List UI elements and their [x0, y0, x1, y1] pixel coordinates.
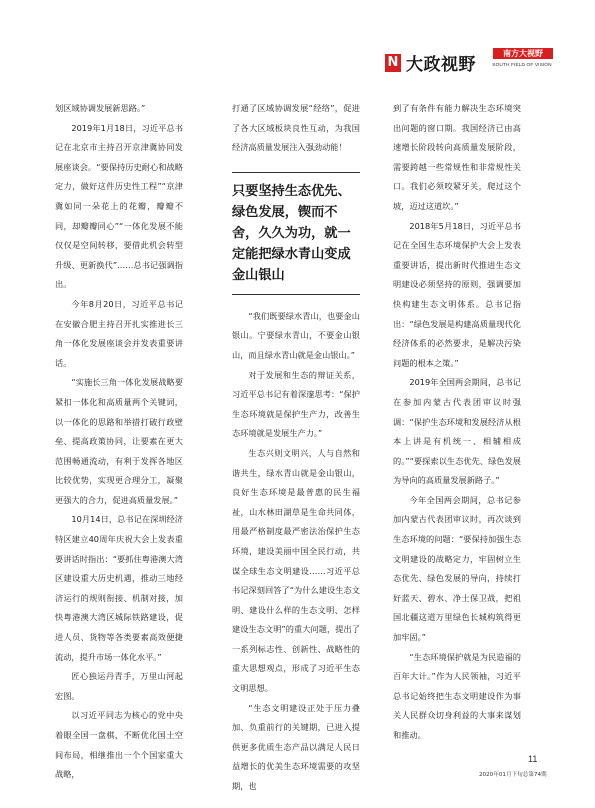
- paragraph: 2019年1月18日，习近平总书记在北京市主持召开京津冀协同发展座谈会。“要保持历史耐心和战略定力，做好这件历史性工程”“京津冀如同一朵花上的花瓣，瓣瓣不同，却瓣瓣同心”“一体化发展不能仅仅是空间转移，要借此机会转型升级、更新换代”……总书记强调指出。: [55, 122, 183, 290]
- masthead: [385, 44, 553, 74]
- article-column-1: [55, 99, 183, 785]
- paragraph: 到了有条件有能力解决生态环境突出问题的窗口期。我国经济已由高速增长阶段转向高质量发展阶段，需要跨越一些常规性和非常规性关口。我们必须咬紧牙关，爬过这个坡，迈过这道坎。”: [393, 103, 521, 211]
- paragraph: 对于发展和生态的辩证关系，习近平总书记有着深邃思考：“保护生态环境就是保护生产力，改善生态环境就是发展生产力。”: [232, 369, 360, 439]
- paragraph: 以习近平同志为核心的党中央着眼全国一盘棋，不断优化国土空间布局，相继推出一个个国家重大战略，: [55, 710, 183, 780]
- paragraph: “我们既要绿水青山，也要金山银山。宁要绿水青山，不要金山银山，而且绿水青山就是金山银山。”: [232, 310, 360, 360]
- paragraph: 2019年全国两会期间，总书记在参加内蒙古代表团审议时强调：“保护生态环境和发展经济从根本上讲是有机统一、相辅相成的。”“要探索以生态优先、绿色发展为导向的高质量发展新路子。”: [393, 377, 521, 486]
- paragraph: 打通了区域协调发展“经络”，促进了各大区域板块良性互动，为我国经济高质量发展注入强劲动能！: [232, 103, 360, 153]
- paragraph: 匠心独运丹青手，万里山河起宏图。: [55, 671, 183, 701]
- paragraph: 划区域协调发展新思路。”: [55, 103, 146, 113]
- section-headline: 只要坚持生态优先、绿色发展，锲而不舍，久久为功，就一定能把绿水青山变成金山银山: [232, 183, 351, 283]
- section-title: 大政视野: [406, 55, 476, 75]
- column-2-top: [232, 99, 360, 158]
- issue-label: 2020年01月下旬总第74期: [479, 772, 547, 778]
- headline-rule-top: [232, 172, 360, 173]
- paragraph: 2018年5月18日，习近平总书记在全国生态环境保护大会上发表重要讲话，提出新时代推进生态文明建设必须坚持的原则，强调要加快构建生态文明体系。总书记指出：“绿色发展是构建高质量现代化经济体系的必然要求，是解决污染问题的根本之策。”: [393, 220, 521, 368]
- article-column-2: [232, 99, 360, 797]
- paragraph: 今年8月20日，习近平总书记在安徽合肥主持召开扎实推进长三角一体化发展座谈会并发表重要讲话。: [55, 298, 183, 368]
- paragraph: “生态环境保护就是为民造福的百年大计。”作为人民领袖，习近平总书记始终把生态文明建设作为事关人民群众切身利益的大事来谋划和推动。: [393, 651, 521, 740]
- magazine-logo-icon: N: [385, 54, 401, 72]
- column-2-body: [232, 307, 360, 797]
- paragraph: “实施长三角一体化发展战略要紧扣一体化和高质量两个关键词，以一体化的思路和举措打破行政壁垒、提高政策协同，让要素在更大范围畅通流动，有利于发挥各地区比较优势，实现更合理分工，凝聚更强大的合力，促进高质量发展。”: [55, 377, 183, 505]
- paragraph: 10月14日，总书记在深圳经济特区建立40周年庆祝大会上发表重要讲话时指出：“要抓住粤港澳大湾区建设重大历史机遇，推动三地经济运行的规则衔接、机制对接，加快粤港澳大湾区城际铁路建设，促进人员、货物等各类要素高效便捷流动，提升市场一体化水平。”: [55, 514, 183, 662]
- section-tag: 南方大视野: [493, 48, 553, 59]
- headline-rule-bottom: [232, 294, 360, 295]
- article-column-3: [393, 99, 521, 746]
- page-number: 11: [528, 754, 538, 764]
- paragraph: “生态文明建设正处于压力叠加、负重前行的关键期，已进入提供更多优质生态产品以满足人民日益增长的优美生态环境需要的攻坚期，也: [232, 702, 360, 792]
- section-subtitle: SOUTH FIELD OF VISION: [492, 63, 552, 68]
- paragraph: 生态兴则文明兴，人与自然和谐共生，绿水青山就是金山银山，良好生态环境是最普惠的民生福祉，山水林田湖草是生命共同体，用最严格制度最严密法治保护生态环境，建设美丽中国全民行动，共谋全球生态文明建设……习近平总书记深刻回答了“为什么建设生态文明、建设什么样的生态文明、怎样建设生态文明”的重大问题，提出了一系列标志性、创新性、战略性的重大思想观点，形成了习近平生态文明思想。: [232, 447, 360, 694]
- paragraph: 今年全国两会期间，总书记参加内蒙古代表团审议时，再次谈到生态环境的问题：“要保持加强生态文明建设的战略定力，牢固树立生态优先、绿色发展的导向，持续打好蓝天、碧水、净土保卫战，把祖国北疆这道万里绿色长城构筑得更加牢固。”: [393, 494, 521, 643]
